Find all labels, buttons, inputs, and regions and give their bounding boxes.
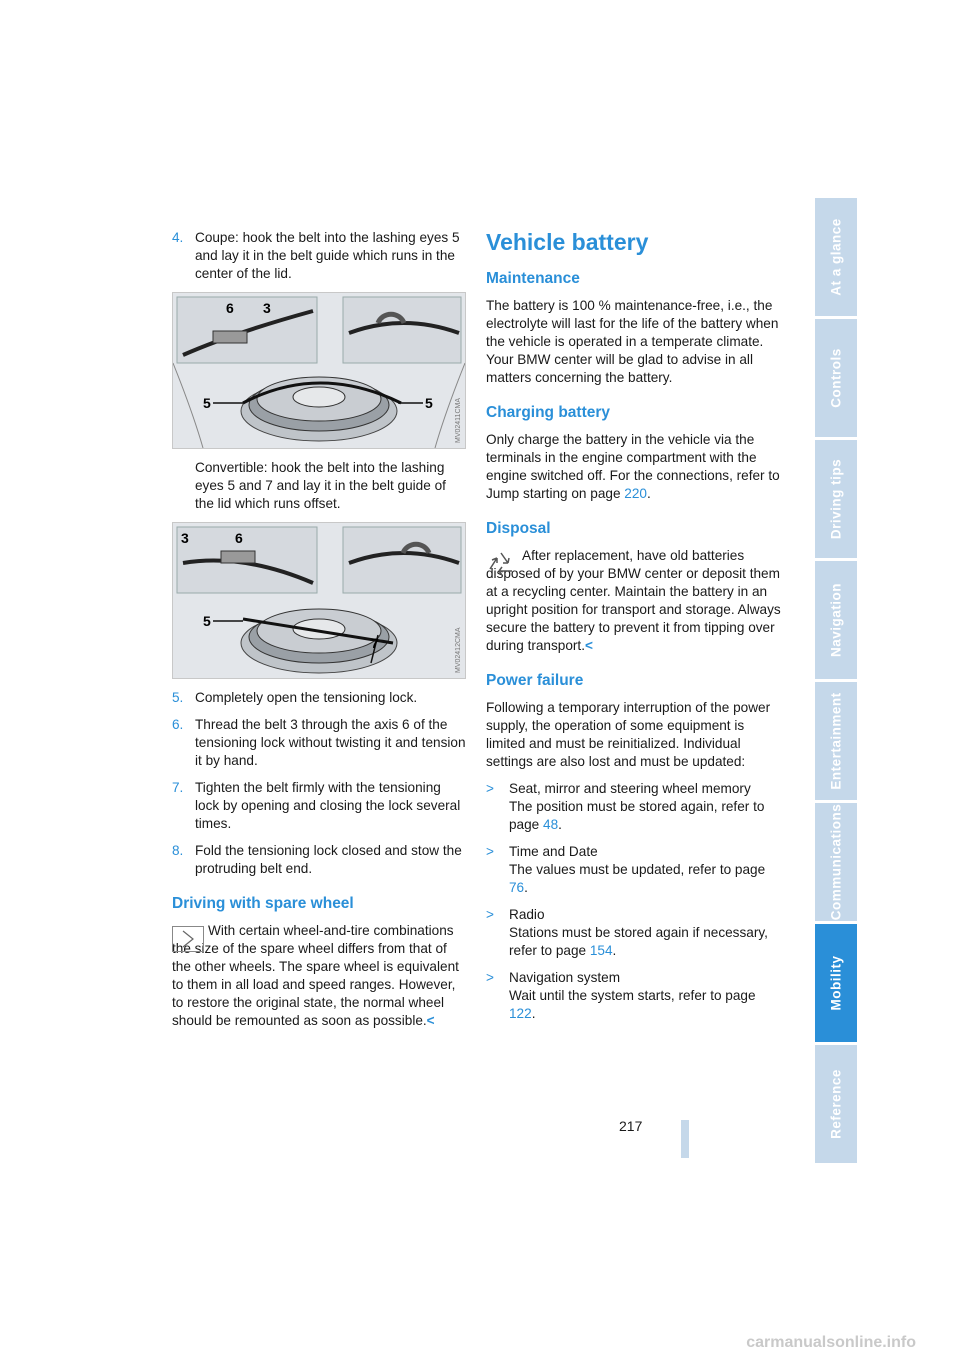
step-7 bbox=[172, 779, 468, 833]
watermark: carmanualsonline.info bbox=[746, 1334, 916, 1351]
tab-at-a-glance[interactable]: At a glance bbox=[815, 198, 857, 316]
tab-reference[interactable]: Reference bbox=[815, 1045, 857, 1163]
page-link[interactable]: 76 bbox=[509, 880, 525, 895]
step-number: 8. bbox=[172, 843, 184, 858]
recycling-icon bbox=[486, 551, 516, 575]
right-column bbox=[486, 229, 782, 1023]
end-mark: < bbox=[426, 1013, 435, 1028]
convertible-belt-figure bbox=[172, 522, 466, 679]
bullet-mark: > bbox=[486, 907, 494, 922]
disposal-note bbox=[486, 547, 782, 655]
bullet-title: Seat, mirror and steering wheel memory bbox=[509, 781, 751, 796]
figure-code: MV02412CMA bbox=[455, 627, 462, 673]
spare-wheel-heading: Driving with spare wheel bbox=[172, 895, 354, 912]
step-number: 5. bbox=[172, 690, 184, 705]
disposal-heading: Disposal bbox=[486, 520, 551, 537]
power-failure-text: Following a temporary interruption of the power supply, the operation of some equipment is limited and must be reinitialized. Individual settings are also lost and must be updated: bbox=[486, 700, 771, 769]
page-link[interactable]: 220 bbox=[624, 486, 647, 501]
step-4 bbox=[172, 229, 468, 283]
spare-wheel-note bbox=[172, 922, 468, 1030]
step-text: Fold the tensioning lock closed and stow the protruding belt end. bbox=[195, 843, 462, 876]
tab-driving-tips[interactable]: Driving tips bbox=[815, 440, 857, 558]
tab-entertainment[interactable]: Entertainment bbox=[815, 682, 857, 800]
bullet-title: Radio bbox=[509, 907, 545, 922]
coupe-belt-illustration bbox=[173, 293, 465, 448]
maintenance-text-1: The battery is 100 % maintenance-free, i.e., the electrolyte will last for the life of the battery when the vehicle is operated in a temperate climate. bbox=[486, 298, 779, 349]
step-text: Tighten the belt firmly with the tensioning lock by opening and closing the lock several times. bbox=[195, 780, 461, 831]
bullet-mark: > bbox=[486, 844, 494, 859]
step-5 bbox=[172, 689, 468, 707]
callout-7: 7 bbox=[371, 635, 379, 651]
left-column bbox=[172, 229, 468, 1030]
callout-5-left: 5 bbox=[203, 395, 211, 411]
bullet-time-date bbox=[486, 843, 782, 897]
page-link[interactable]: 154 bbox=[589, 943, 613, 958]
step-text: Completely open the tensioning lock. bbox=[195, 690, 418, 705]
tab-mobility[interactable]: Mobility bbox=[815, 924, 857, 1042]
callout-6: 6 bbox=[226, 300, 234, 316]
tab-navigation[interactable]: Navigation bbox=[815, 561, 857, 679]
bullet-text: Wait until the system starts, refer to page 122. bbox=[509, 988, 756, 1021]
maintenance-text-2: Your BMW center will be glad to advise in all matters concerning the battery. bbox=[486, 352, 753, 385]
callout-5: 5 bbox=[203, 613, 211, 629]
end-mark: < bbox=[585, 638, 593, 653]
step-number: 6. bbox=[172, 717, 184, 732]
callout-6: 6 bbox=[235, 530, 243, 546]
page-number: 217 bbox=[619, 1118, 643, 1134]
bullet-navigation bbox=[486, 969, 782, 1023]
figure-code: MV02411CMA bbox=[455, 397, 462, 443]
bullet-title: Time and Date bbox=[509, 844, 598, 859]
step-text: Thread the belt 3 through the axis 6 of the tensioning lock without twisting it and tension it by hand. bbox=[195, 717, 466, 768]
coupe-belt-figure bbox=[172, 292, 466, 449]
bullet-mark: > bbox=[486, 781, 494, 796]
bullet-text: Stations must be stored again if necessary, refer to page 154. bbox=[509, 925, 768, 958]
callout-5-right: 5 bbox=[425, 395, 433, 411]
bullet-title: Navigation system bbox=[509, 970, 621, 985]
spare-wheel-text: With certain wheel-and-tire combinations the size of the spare wheel differs from that of the other wheels. The spare wheel is equivalent to them in all load and speed ranges. However, to restore the original state, the normal wheel should be remounted as soon as possible.< bbox=[172, 923, 459, 1028]
bullet-text: The values must be updated, refer to page 76. bbox=[509, 862, 766, 895]
bullet-mark: > bbox=[486, 970, 494, 985]
step-8 bbox=[172, 842, 468, 878]
power-failure-heading: Power failure bbox=[486, 672, 584, 689]
maintenance-heading: Maintenance bbox=[486, 270, 580, 287]
bullet-text: The position must be stored again, refer to page 48. bbox=[509, 799, 765, 832]
page-number-bar bbox=[681, 1120, 689, 1158]
charging-text: Only charge the battery in the vehicle via the terminals in the engine compartment with the engine switched off. For the connections, refer to Jump starting on page 220. bbox=[486, 432, 780, 501]
tab-communications[interactable]: Communications bbox=[815, 803, 857, 921]
bullet-radio bbox=[486, 906, 782, 960]
convertible-text: Convertible: hook the belt into the lashing eyes 5 and 7 and lay it in the belt guide of the lid which runs offset. bbox=[195, 460, 446, 511]
convertible-belt-illustration bbox=[173, 523, 465, 678]
page-link[interactable]: 122 bbox=[509, 1006, 532, 1021]
tab-controls[interactable]: Controls bbox=[815, 319, 857, 437]
step-number: 7. bbox=[172, 780, 184, 795]
disposal-text: After replacement, have old batteries disposed of by your BMW center or deposit them at a recycling center. Maintain the battery in an upright position for transport and storage. Always secure the battery to prevent it from tipping over during transport.< bbox=[486, 548, 781, 653]
chapter-tabs bbox=[815, 198, 857, 1166]
step-number: 4. bbox=[172, 230, 184, 245]
step-6 bbox=[172, 716, 468, 770]
callout-3: 3 bbox=[181, 530, 189, 546]
step-text: Coupe: hook the belt into the lashing eyes 5 and lay it in the belt guide which runs in the center of the lid. bbox=[195, 230, 460, 281]
bullet-memory bbox=[486, 780, 782, 834]
callout-3: 3 bbox=[263, 300, 271, 316]
charging-heading: Charging battery bbox=[486, 404, 611, 421]
page-link[interactable]: 48 bbox=[543, 817, 559, 832]
section-title: Vehicle battery bbox=[486, 229, 649, 255]
caution-icon bbox=[172, 926, 204, 952]
